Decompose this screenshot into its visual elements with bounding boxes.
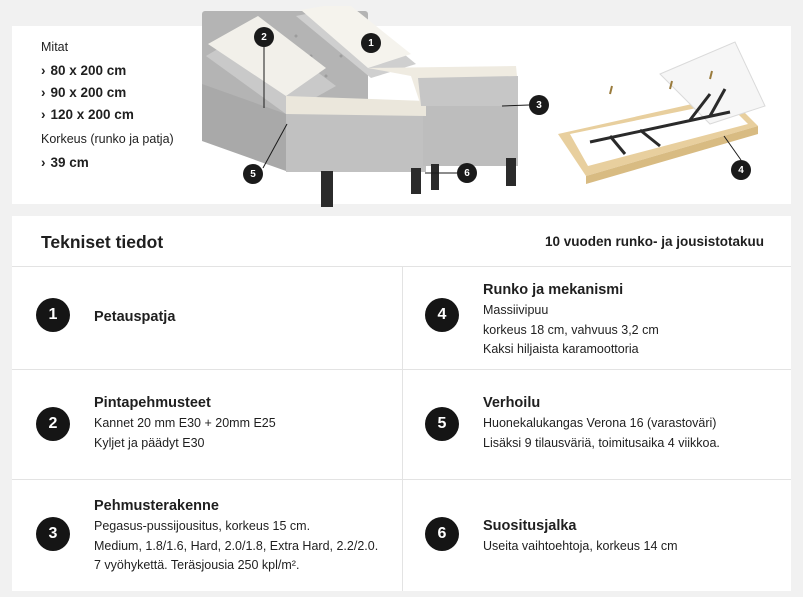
spec-line: Medium, 1.8/1.6, Hard, 2.0/1.8, Extra Hard, 2.2/2.0. [94, 538, 379, 553]
spec-item [94, 307, 175, 328]
spec-line: korkeus 18 cm, vahvuus 3,2 cm [483, 322, 659, 337]
spec-title: Pintapehmusteet [94, 395, 211, 411]
spec-number-badge: 4 [425, 298, 459, 332]
spec-item [483, 393, 720, 453]
size-option: › 90 x 200 cm [41, 85, 174, 100]
spec-number-badge: 3 [36, 517, 70, 551]
height-heading: Korkeus (runko ja patja) [41, 132, 174, 146]
spec-line: 7 vyöhykettä. Teräsjousia 250 kpl/m². [94, 558, 300, 572]
callout-badge: 3 [529, 95, 549, 115]
spec-line: Kaksi hiljaista karamoottoria [483, 342, 639, 356]
spec-number-badge: 5 [425, 407, 459, 441]
spec-item [94, 393, 276, 453]
warranty-text: 10 vuoden runko- ja jousistotakuu [544, 234, 764, 249]
size-option: › 80 x 200 cm [41, 63, 174, 78]
column-divider [402, 267, 403, 591]
spec-line: Kannet 20 mm E30 + 20mm E25 [94, 416, 276, 430]
spec-line: Useita vaihtoehtoja, korkeus 14 cm [483, 539, 678, 553]
row-divider [12, 369, 791, 370]
spec-item [483, 516, 678, 557]
height-value: › 39 cm [41, 155, 174, 170]
spec-line: Massiivipuu [483, 303, 549, 317]
spec-line: Kyljet ja päädyt E30 [94, 435, 205, 450]
spec-line: Pegasus-pussijousitus, korkeus 15 cm. [94, 519, 311, 533]
size-option: › 120 x 200 cm [41, 107, 174, 122]
product-overview-panel [12, 26, 791, 204]
spec-number-badge: 6 [425, 517, 459, 551]
callout-badge: 5 [243, 164, 263, 184]
spec-item [483, 280, 659, 360]
callout-badge: 2 [254, 27, 274, 47]
specs-title: Tekniset tiedot [41, 232, 164, 252]
specs-header [12, 216, 791, 267]
spec-title: Suositusjalka [483, 518, 577, 534]
spec-title: Runko ja mekanismi [483, 282, 624, 298]
technical-specs-table [12, 216, 791, 591]
callout-badge: 4 [731, 160, 751, 180]
callout-badge: 1 [361, 33, 381, 53]
spec-number-badge: 1 [36, 298, 70, 332]
spec-title: Pehmusterakenne [94, 498, 219, 514]
spec-line: Huonekalukangas Verona 16 (varastoväri) [483, 416, 717, 430]
dimensions-heading: Mitat [41, 40, 69, 54]
spec-line: Lisäksi 9 tilausväriä, toimitusaika 4 viikkoa. [483, 435, 720, 450]
dimensions-block [41, 40, 174, 177]
spec-title: Verhoilu [483, 395, 541, 411]
callout-badge: 6 [457, 163, 477, 183]
spec-item [94, 496, 378, 576]
row-divider [12, 479, 791, 480]
spec-title: Petauspatja [94, 309, 176, 325]
spec-number-badge: 2 [36, 407, 70, 441]
